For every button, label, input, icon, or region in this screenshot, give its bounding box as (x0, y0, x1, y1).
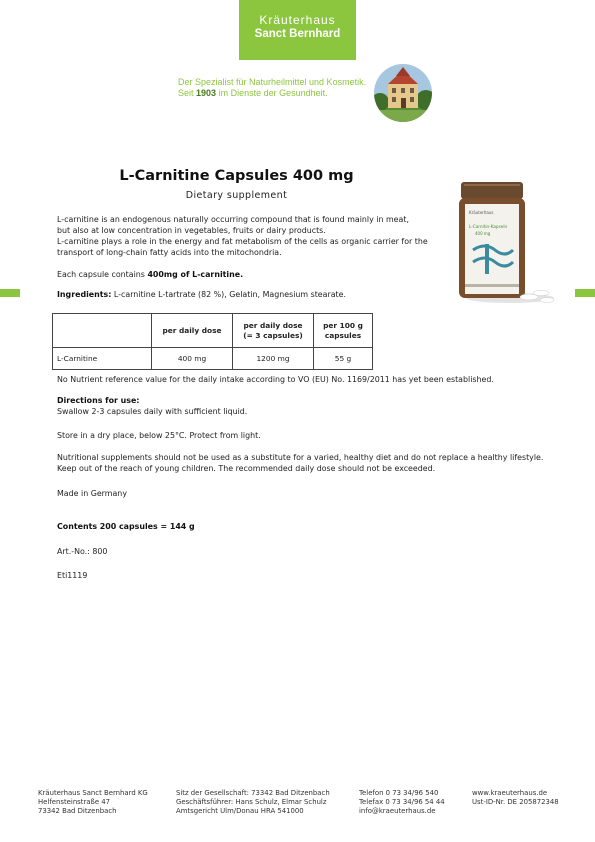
table-header-per-100g (314, 314, 373, 348)
table-header-blank (53, 314, 152, 348)
footer-company-name: Kräuterhaus Sanct Bernhard KG (38, 789, 148, 797)
logo-line-2: Sanct Bernhard (254, 28, 341, 40)
directions-text: Swallow 2-3 capsules daily with sufficient liquid. (57, 407, 248, 416)
warning-line-2: Keep out of the reach of young children. The recommended daily dose should not be exceeded. (57, 464, 436, 473)
nutrition-table (52, 313, 373, 370)
footer-company (38, 789, 148, 816)
footer-email[interactable]: info@kraeuterhaus.de (359, 806, 436, 815)
bottle-label-name: L-Carnitin-Kapseln (469, 224, 508, 229)
article-number: Art.-No.: 800 (57, 547, 108, 556)
tagline (178, 77, 366, 99)
made-in: Made in Germany (57, 489, 127, 498)
footer-web (472, 789, 559, 807)
table-header-row (53, 314, 373, 348)
footer-legal-court: Amtsgericht Ulm/Donau HRA 541000 (176, 806, 304, 815)
intro-line-4: transport of long-chain fatty acids into the mitochondria. (57, 248, 282, 257)
footer-contact (359, 789, 445, 816)
nrv-note: No Nutrient reference value for the daily intake according to VO (EU) No. 1169/2011 has yet been established. (57, 375, 494, 384)
capsule-content-prefix: Each capsule contains (57, 270, 145, 279)
brand-logo (239, 0, 356, 60)
fold-mark-left (0, 289, 20, 297)
tagline-line-1: Der Spezialist für Naturheilmittel und Kosmetik. (178, 77, 367, 87)
tagline-suffix: im Dienste der Gesundheit. (218, 88, 328, 98)
bottle-label-brand: Kräuterhaus (469, 210, 494, 215)
product-bottle-image (455, 180, 555, 305)
directions-label (57, 395, 139, 406)
table-cell-daily: 400 mg (152, 348, 233, 370)
footer-website[interactable]: www.kraeuterhaus.de (472, 789, 548, 797)
tagline-line-2 (178, 88, 366, 99)
intro-line-2: but also at low concentration in vegetables, fruits or dairy products. (57, 226, 326, 235)
directions-label-text: Directions for use: (57, 396, 140, 405)
table-header-per-100g-line-1: per 100 g (323, 320, 363, 330)
product-subtitle: Dietary supplement (185, 190, 288, 201)
ingredients (57, 289, 346, 300)
footer-vat-id: Ust-ID-Nr. DE 205872348 (472, 797, 559, 806)
product-title: L-Carnitine Capsules 400 mg (119, 168, 354, 184)
footer-legal (176, 789, 330, 816)
intro-line-1: L-carnitine is an endogenous naturally occurring compound that is found mainly in meat, (57, 215, 409, 224)
capsule-content-amount: 400mg of L-carnitine. (147, 270, 244, 279)
table-cell-daily-3caps: 1200 mg (233, 348, 314, 370)
table-row-name: L-Carnitine (53, 348, 152, 370)
intro-line-3: L-carnitine plays a role in the energy and fat metabolism of the cells as organic carrier for the (57, 237, 428, 246)
table-cell-per-100g: 55 g (314, 348, 373, 370)
tagline-prefix: Seit (178, 88, 194, 98)
fold-mark-right (575, 289, 595, 297)
footer-legal-seat: Sitz der Gesellschaft: 73342 Bad Ditzenbach (176, 789, 330, 797)
logo-line-1: Kräuterhaus (259, 13, 336, 27)
footer-fax: Telefax 0 73 34/96 54 44 (359, 797, 445, 806)
storage-text: Store in a dry place, below 25°C. Protect from light. (57, 431, 261, 440)
contents (57, 521, 195, 532)
table-header-daily-dose: per daily dose (152, 314, 233, 348)
contents-text: Contents 200 capsules = 144 g (57, 522, 195, 531)
building-photo (374, 64, 432, 122)
capsule-content (57, 269, 243, 280)
table-row (53, 348, 373, 370)
table-header-daily-dose-3caps (233, 314, 314, 348)
table-header-per-100g-line-2: capsules (324, 330, 362, 340)
table-header-daily-dose-3caps-line-2: (= 3 capsules) (243, 330, 303, 340)
footer-phone: Telefon 0 73 34/96 540 (359, 789, 439, 797)
warning-line-1: Nutritional supplements should not be used as a substitute for a varied, healthy diet and do not replace a healthy lifestyle. (57, 453, 544, 462)
ingredients-text: L-carnitine L-tartrate (82 %), Gelatin, Magnesium stearate. (113, 290, 347, 299)
label-code: Eti1119 (57, 571, 88, 580)
tagline-year: 1903 (196, 88, 217, 98)
footer-company-street: Helfensteinstraße 47 (38, 797, 111, 806)
table-header-daily-dose-3caps-line-1: per daily dose (243, 320, 303, 330)
footer-legal-managers: Geschäftsführer: Hans Schulz, Elmar Schulz (176, 797, 327, 806)
footer-company-city: 73342 Bad Ditzenbach (38, 806, 117, 815)
bottle-label-dose: 400 mg (475, 231, 491, 236)
ingredients-label: Ingredients: (57, 290, 112, 299)
